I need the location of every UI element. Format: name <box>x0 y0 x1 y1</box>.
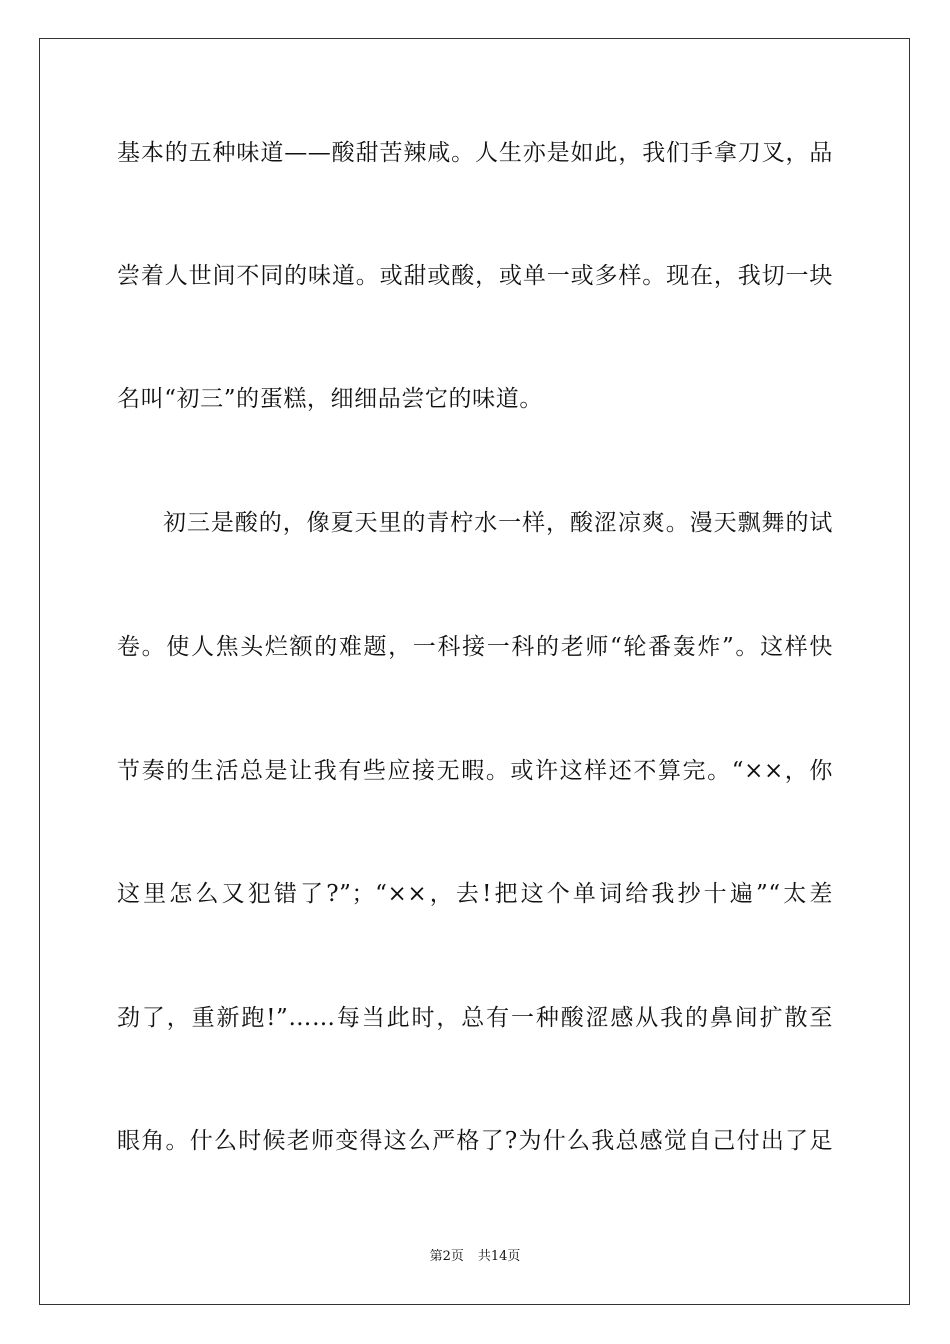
text-line-1: 基本的五种味道——酸甜苦辣咸。人生亦是如此，我们手拿刀叉，品 <box>117 140 833 166</box>
page-total: 共14页 <box>477 1249 521 1264</box>
page-footer <box>0 1248 950 1266</box>
paragraph-2-line-2: 卷。使人焦头烂额的难题，一科接一科的老师“轮番轰炸”。这样快 <box>117 634 833 660</box>
page-number: 第2页 <box>429 1249 464 1264</box>
paragraph-2-line-4: 这里怎么又犯错了?”；“××，去!把这个单词给我抄十遍”“太差 <box>117 881 833 907</box>
text-line-3: 名叫“初三”的蛋糕，细细品尝它的味道。 <box>117 386 543 412</box>
paragraph-2-line-1: 初三是酸的，像夏天里的青柠水一样，酸涩凉爽。漫天飘舞的试 <box>163 510 833 536</box>
paragraph-2-line-3: 节奏的生活总是让我有些应接无暇。或许这样还不算完。“××，你 <box>117 758 833 784</box>
text-line-2: 尝着人世间不同的味道。或甜或酸，或单一或多样。现在，我切一块 <box>117 263 833 289</box>
paragraph-2-line-6: 眼角。什么时候老师变得这么严格了?为什么我总感觉自己付出了足 <box>117 1128 833 1154</box>
page-border <box>39 38 910 1305</box>
paragraph-2-line-5: 劲了，重新跑!”……每当此时，总有一种酸涩感从我的鼻间扩散至 <box>117 1005 833 1031</box>
